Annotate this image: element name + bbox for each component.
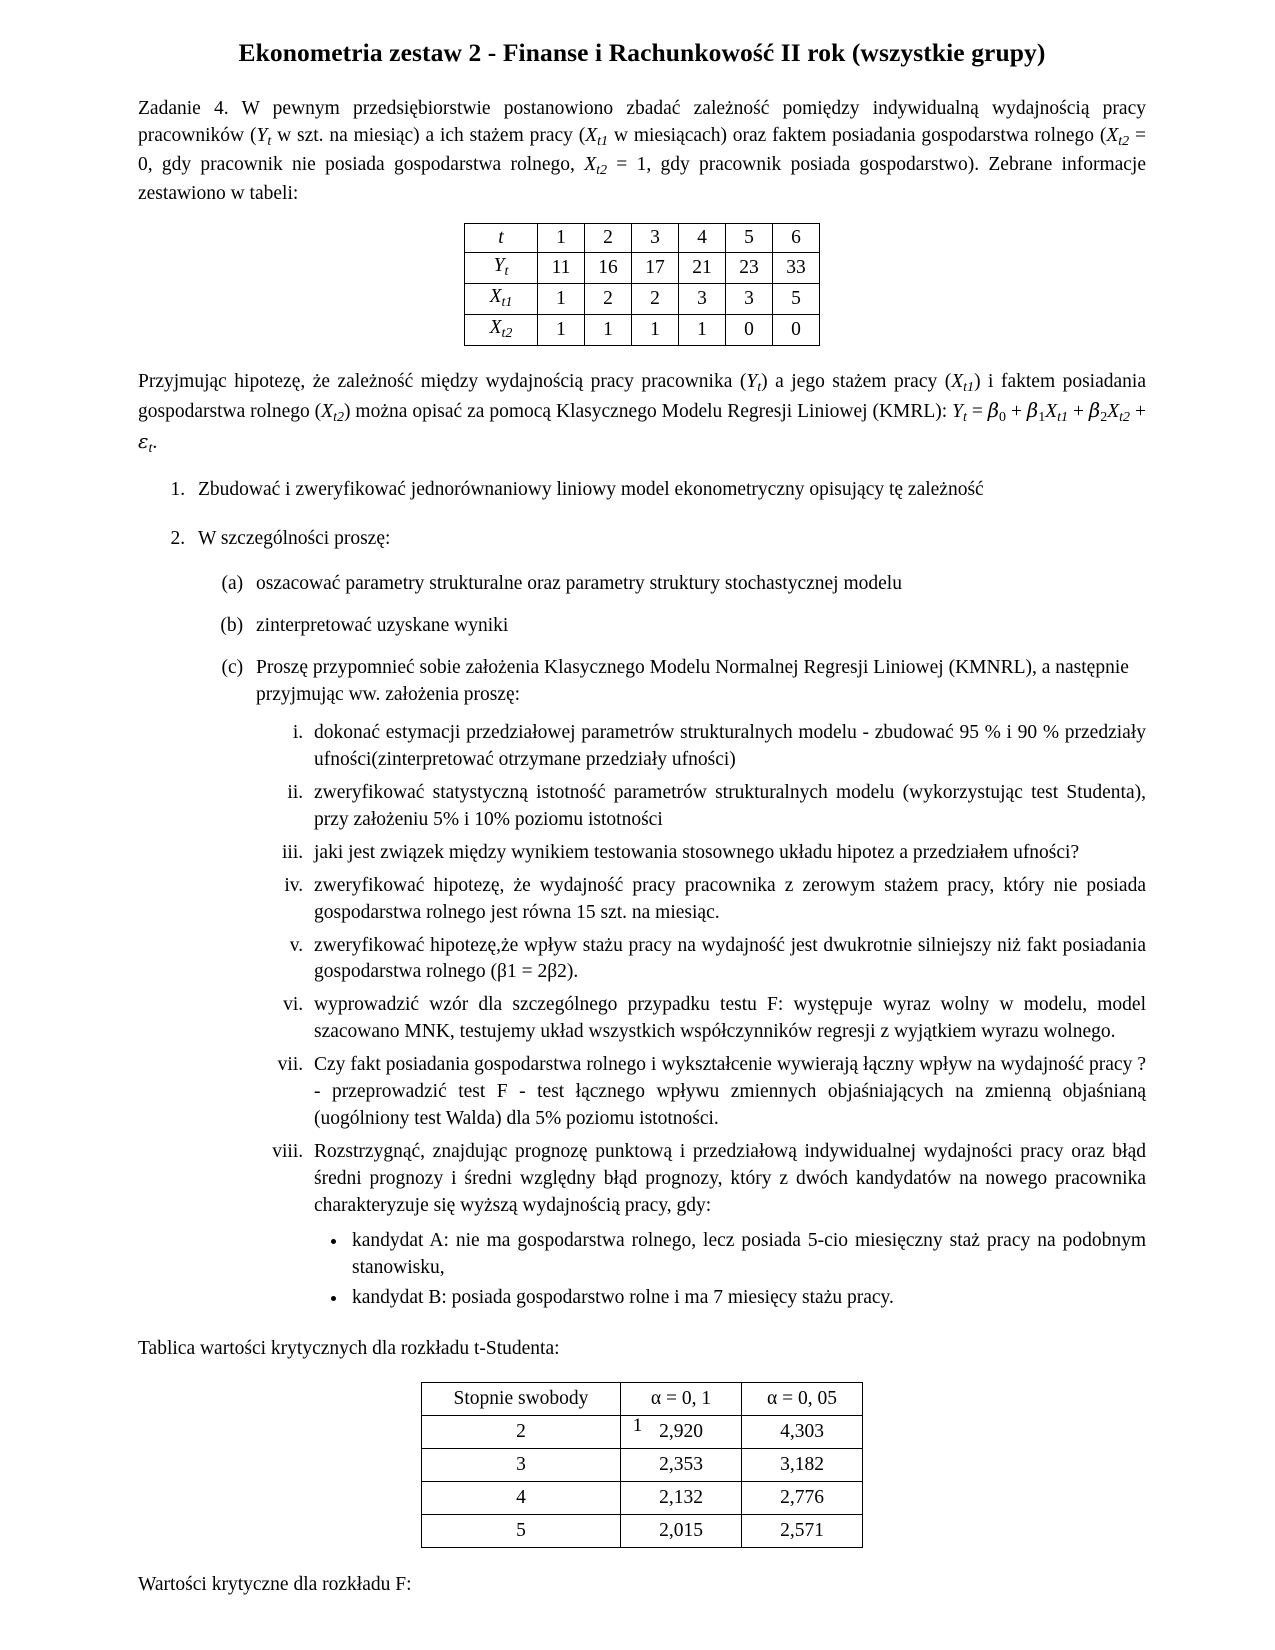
table-cell: 1 [585,315,632,346]
intro-paragraph [138,95,1146,208]
table-cell: 0 [726,315,773,346]
table-row [422,1482,863,1515]
table-cell: 1 [538,224,585,253]
table-cell: 1 [679,315,726,346]
table-header-row [422,1383,863,1416]
model-equation: $Y_t = \beta_0 + \beta_1X_{t1} + \beta_2X_{t2} + \varepsilon_t$. [138,399,1146,456]
variable-X2-subscript: t2 [1118,132,1130,149]
hyp-variable-X2: $X_{t2}$ [321,401,344,426]
roman-item-iv [308,873,1146,927]
table-cell: 5 [773,284,820,315]
roman-vi-text: wyprowadzić wzór dla szczególnego przypadku testu F: występuje wyraz wolny w modelu, model szacowano MNK, testujemy układ wszystkich współczynników regresji z wyjątkiem wyrazu wolnego. [314,994,1146,1043]
table-cell: 0 [773,315,820,346]
table-row [422,1449,863,1482]
hypothesis-paragraph [138,368,1146,458]
table-cell: 4 [422,1482,621,1515]
candidate-a: • kandydat A: nie ma gospodarstwa rolnego, lecz posiada 5-cio miesięczny staż pracy na podobnym stanowisku, [348,1228,1146,1282]
roman-item-vi [308,992,1146,1046]
hyp-text-3: ) i faktem posiadania gospodarstwa rolnego ( [138,371,1146,423]
intro-text-2: w szt. na miesiąc) a ich stażem pracy ( [271,124,586,146]
roman-item-iii [308,840,1146,867]
roman-item-viii [308,1139,1146,1312]
data-table-wrapper [138,223,1146,346]
table-cell: 16 [585,253,632,284]
subtask-a [248,570,1146,597]
table-row [422,1515,863,1548]
table-cell: 2,132 [621,1482,742,1515]
table-cell: 5 [422,1515,621,1548]
subtask-b-text: zinterpretować uzyskane wyniki [256,615,509,637]
observations-table-body [465,224,820,346]
table-row-label: t [465,224,538,253]
table-cell: 3 [422,1449,621,1482]
table-cell: 3 [679,284,726,315]
page-number: 1 [632,1415,643,1436]
table-cell: 2 [422,1416,621,1449]
task-list [138,476,1146,1312]
hyp-variable-X1: $X_{t1}$ [951,371,975,396]
roman-i-text: dokonać estymacji przedziałowej parametrów strukturalnych modelu - zbudować 95 % i 90 % przedziały ufności(zinterpretować otrzymane przedziały ufności) [314,722,1146,771]
subtask-c [248,654,1146,1312]
subtask-c-text: Proszę przypomnieć sobie założenia Klasycznego Modelu Normalnej Regresji Liniowej (KMNRL), a następnie przyjmując ww. założenia proszę: [256,657,1129,706]
roman-item-i [308,720,1146,774]
variable-X1: X [585,124,598,146]
column-header: Stopnie swobody [422,1383,621,1416]
variable-Y: Y [256,124,268,146]
intro-text-3: w miesiącach) oraz faktem posiadania gospodarstwa rolnego ( [608,124,1107,146]
table-cell: 2,353 [621,1449,742,1482]
table-cell: 6 [773,224,820,253]
table-cell: 2,571 [742,1515,863,1548]
table-cell: 23 [726,253,773,284]
table-row [465,253,820,284]
column-header: α = 0, 05 [742,1383,863,1416]
table-row-label: $X_{t2}$ [465,315,538,346]
task-item-1 [190,476,1146,503]
observations-table [464,223,820,346]
table-cell: 11 [538,253,585,284]
table-row-label: $X_{t1}$ [465,284,538,315]
table-cell: 21 [679,253,726,284]
table-cell: 3 [632,224,679,253]
table-row [465,224,820,253]
page-title: Ekonometria zestaw 2 - Finanse i Rachunkowość II rok (wszystkie grupy) [238,38,1046,67]
f-distribution-note: Wartości krytyczne dla rozkładu F: [138,1574,412,1596]
table-cell: 2,015 [621,1515,742,1548]
table-row [465,284,820,315]
table-cell: 2 [585,224,632,253]
intro-text-4: = 0, gdy pracownik nie posiada gospodarstwa rolnego, [138,124,1146,175]
intro-text-1: Zadanie 4. W pewnym przedsiębiorstwie postanowiono zbadać zależność pomiędzy indywidualną wydajnością pracy pracowników ( [138,97,1146,146]
table-cell: 4,303 [742,1416,863,1449]
table-cell: 5 [726,224,773,253]
variable-X1-subscript: t1 [597,132,609,149]
hyp-text-1: Przyjmując hipotezę, że zależność między wydajnością pracy pracownika ( [138,371,747,393]
task-2-text: W szczególności proszę: [198,528,391,550]
roman-v-text: zweryfikować hipotezę,że wpływ stażu pracy na wydajność jest dwukrotnie silniejszy niż fakt posiadania gospodarstwa rolnego (β1 = 2β2). [314,934,1146,983]
hyp-text-4: ) można opisać za pomocą Klasycznego Modelu Regresji Liniowej (KMRL): [344,401,953,423]
roman-viii-text: Rozstrzygnąć, znajdując prognozę punktową i przedziałową indywidualnej wydajności pracy oraz błąd średni prognozy i średni względny błąd prognozy, który z dwóch kandydatów na nowego pracownika charakteryzuje się wyższą wydajnością pracy, gdy: [314,1140,1146,1216]
critical-values-caption: Tablica wartości krytycznych dla rozkładu t-Studenta: [138,1338,560,1360]
table-cell: 17 [632,253,679,284]
table-cell: 33 [773,253,820,284]
task-item-2 [190,525,1146,1312]
task-2-sublist [198,570,1146,1312]
roman-iii-text: jaki jest związek między wynikiem testowania stosownego układu hipotez a przedziałem ufności? [314,841,1080,863]
table-cell: 1 [538,315,585,346]
roman-vii-text: Czy fakt posiadania gospodarstwa rolnego i wykształcenie wywierają łączny wpływ na wydajność pracy ? - przeprowadzić test F - test łącznego wpływu zmiennych objaśniających na zmienną objaśnianą (uogólniony test Walda) dla 5% poziomu istotności. [314,1054,1146,1130]
critical-values-table-wrapper [138,1382,1146,1548]
table-cell: 1 [538,284,585,315]
subtask-b [248,612,1146,639]
variable-X2b-subscript: t2 [596,161,608,178]
table-cell: 3,182 [742,1449,863,1482]
subtask-c-roman-list [256,720,1146,1312]
table-cell: 3 [726,284,773,315]
hyp-variable-Y: $Y_t$ [746,371,762,396]
table-cell: 2 [632,284,679,315]
table-cell: 2,920 [621,1416,742,1449]
candidate-list [314,1228,1146,1313]
roman-iv-text: zweryfikować hipotezę, że wydajność pracy pracownika z zerowym stażem pracy, który nie posiada gospodarstwa rolnego jest równa 15 szt. na miesiąc. [314,874,1146,923]
roman-item-vii [308,1052,1146,1133]
roman-item-ii [308,780,1146,834]
critical-values-table-body [422,1383,863,1548]
variable-Y-subscript: t [267,132,272,149]
intro-text-5: = 1, gdy pracownik posiada gospodarstwo). Zebrane informacje zestawiono w tabeli: [138,153,1147,205]
t-student-critical-values-table [421,1382,863,1548]
table-cell: 1 [632,315,679,346]
table-cell: 4 [679,224,726,253]
subtask-a-text: oszacować parametry strukturalne oraz parametry struktury stochastycznej modelu [256,573,902,595]
table-cell: 2 [585,284,632,315]
roman-ii-text: zweryfikować statystyczną istotność parametrów strukturalnych modelu (wykorzystując test Studenta), przy założeniu 5% i 10% poziomu istotności [314,782,1146,830]
column-header: α = 0, 1 [621,1383,742,1416]
candidate-b: • kandydat B: posiada gospodarstwo rolne i ma 7 miesięcy stażu pracy. [348,1285,1146,1312]
hyp-text-2: ) a jego stażem pracy ( [761,371,952,393]
variable-X2: X [1106,124,1119,146]
roman-item-v [308,933,1146,987]
table-row-label: $Y_t$ [465,253,538,284]
variable-X2b: X [584,153,597,175]
table-row [465,315,820,346]
page-content [138,38,1146,1596]
table-cell: 2,776 [742,1482,863,1515]
task-1-text: Zbudować i zweryfikować jednorównaniowy liniowy model ekonometryczny opisujący tę zależność [198,479,984,501]
